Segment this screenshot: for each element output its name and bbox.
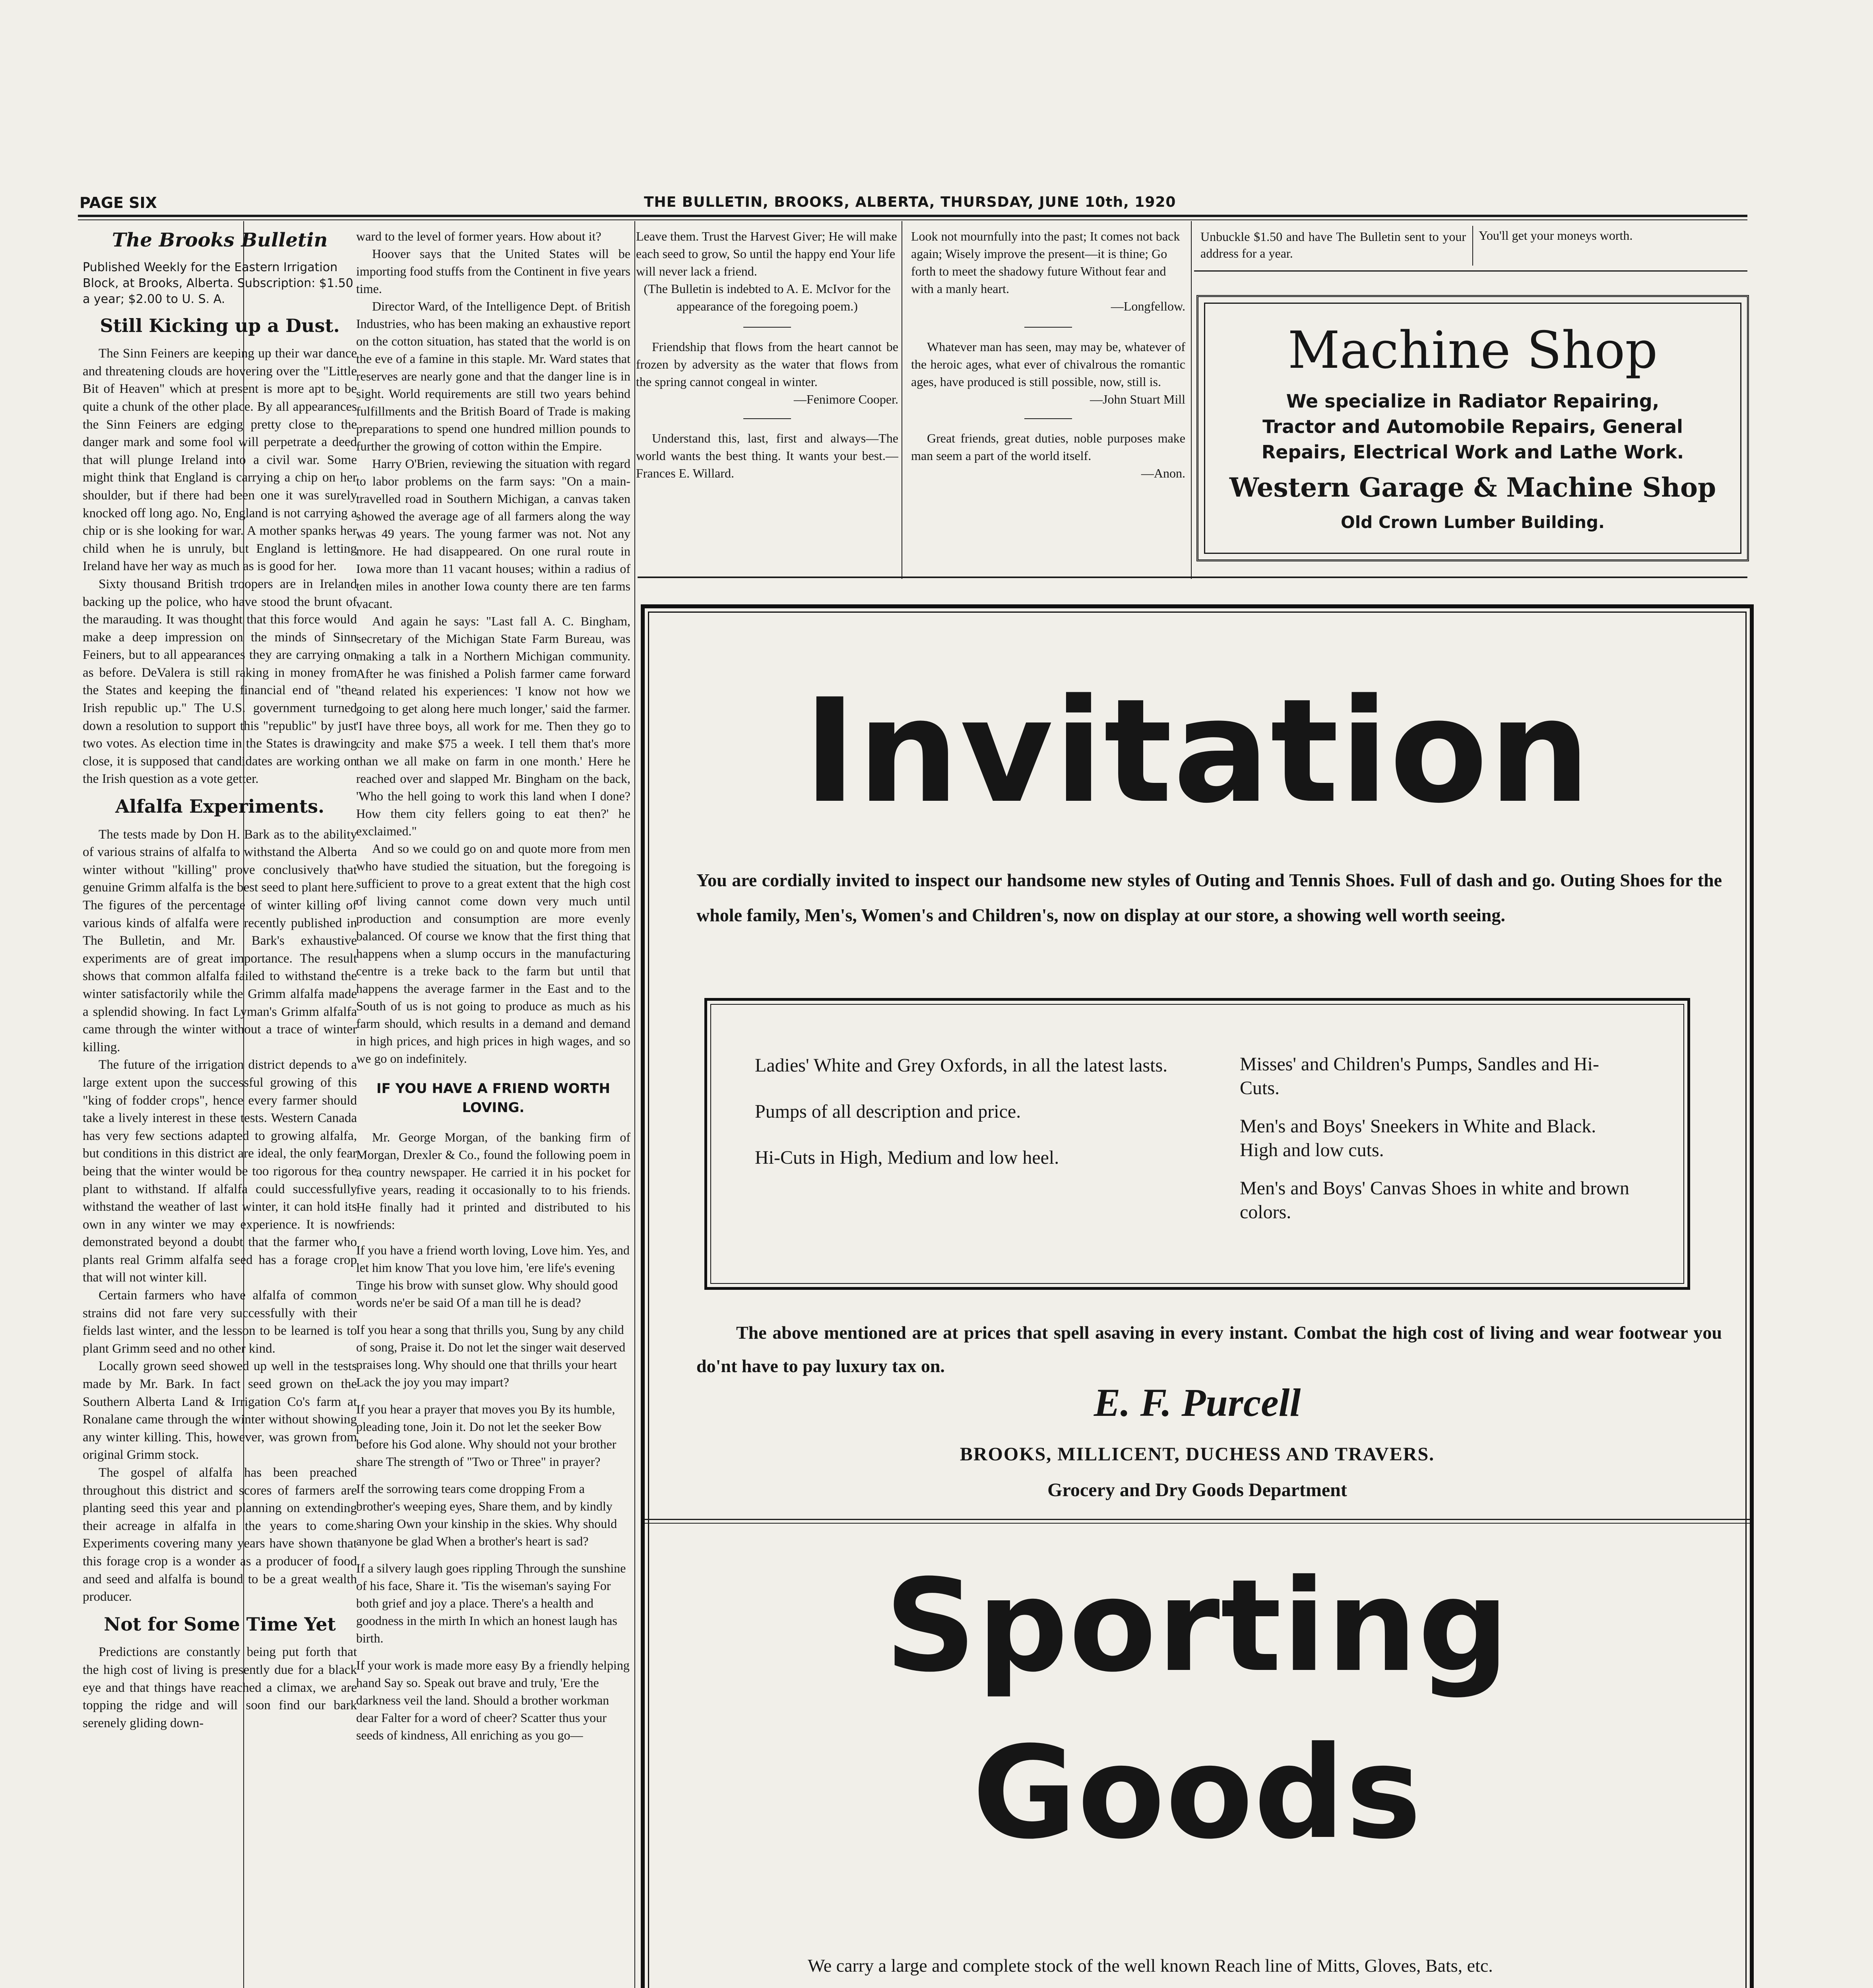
headline-not-for-some-time: Not for Some Time Yet xyxy=(104,1613,336,1635)
subscription-text: Unbuckle $1.50 and have The Bulletin sent to your address for a year. xyxy=(1200,229,1466,260)
invitation-signature: E. F. Purcell xyxy=(1094,1380,1301,1425)
quotation: Great friends, great duties, noble purposes make man seem a part of the world itself. xyxy=(911,431,1185,463)
column-divider xyxy=(634,221,635,1988)
shoe-list-left xyxy=(755,1052,1176,1171)
headline-still-kicking: Still Kicking up a Dust. xyxy=(100,315,340,336)
sporting-title: Sporting xyxy=(884,1552,1510,1700)
poem-credit-note: (The Bulletin is indebted to A. E. McIvor for the appearance of the foregoing poem.) xyxy=(644,282,891,313)
separator xyxy=(1194,270,1747,272)
poem-stanza: Leave them. Trust the Harvest Giver; He will make each seed to grow, So until the happy end Your life will never lack a friend. xyxy=(636,229,897,278)
quotation-attribution: —Longfellow. xyxy=(1111,299,1185,313)
poem-stanza: If the sorrowing tears come dropping From a brother's weeping eyes, Share them, and by kindly sharing Own your kinship in the skies. Why should anyone be glad When a brother's heart is sad? xyxy=(356,1481,617,1548)
article-paragraph: And again he says: "Last fall A. C. Bingham, secretary of the Michigan State Farm Bureau, was making a talk in a Northern Michigan community. After he was finished a Polish farmer came forward and related his experiences: 'I know not how we going to get along here much longer,' said the farmer. 'I have three boys, all work for me. Then they go to city and make $75 a week. I tell them that's more than we all make on farm in one month.' Here he reached over and slapped Mr. Bingham on the back, 'Who the hell going to work this land when I done? How them city fellers going to eat then?' he exclaimed." xyxy=(356,614,630,838)
store-department: Grocery and Dry Goods Department xyxy=(1047,1479,1347,1501)
invitation-title: Invitation xyxy=(803,668,1592,835)
poem-stanza: If a silvery laugh goes rippling Through the sunshine of his face, Share it. 'Tis the wiseman's saying For both grief and joy a place. There's a health and goodness in the mirth In which an honest laugh has birth. xyxy=(356,1561,626,1645)
article-paragraph: Sixty thousand British troopers are in Ireland backing up the police, who have stood the brunt of the marauding. It was thought that this force would make a deep impression on the minds of Sinn Feiners, but to all appearances they are carrying on as before. DeValera is still raking in money from the States and keeping the financial end of "the Irish republic up." The U.S. government turned down a resolution to support this "republic" by just two votes. As election time in the States is drawing close, it is supposed that candidates are working on the Irish question as a vote getter. xyxy=(83,577,357,786)
separator xyxy=(743,418,791,419)
headline-friend-worth-loving: IF YOU HAVE A FRIEND WORTH LOVING. xyxy=(376,1081,610,1116)
quotation: Friendship that flows from the heart cannot be frozen by adversity as the water that flows from the spring cannot congeal in winter. xyxy=(636,340,898,389)
business-address: Old Crown Lumber Building. xyxy=(1341,513,1605,532)
business-name: Western Garage & Machine Shop xyxy=(1229,472,1716,503)
article-paragraph: The gospel of alfalfa has been preached throughout this district and scores of farmers are planting seed this year and planning on extending their acreage in alfalfa in the years to come. Experiments covering many years have shown that this forage crop is a wonder as a producer of food and seed and alfalfa is bound to be a great wealth producer. xyxy=(83,1466,357,1604)
shoe-item: Pumps of all description and price. xyxy=(755,1101,1021,1122)
shoe-item: Misses' and Children's Pumps, Sandles and Hi-Cuts. xyxy=(1240,1054,1599,1099)
separator xyxy=(638,577,1747,578)
article-paragraph: Predictions are constantly being put forth that the high cost of living is presently due for a black eye and that things have reached a climax, we are topping the ridge and will soon find our bark serenely gliding down- xyxy=(83,1645,357,1730)
sporting-intro: We carry a large and complete stock of the well known Reach line of Mitts, Gloves, Bats, etc. xyxy=(808,1955,1493,1976)
quotation-attribution: —Anon. xyxy=(1141,466,1185,480)
quotation: Look not mournfully into the past; It comes not back again; Wisely improve the present—it is thine; Go forth to meet the shadowy future Without fear and with a manly heart. xyxy=(911,229,1180,296)
machine-shop-title: Machine Shop xyxy=(1287,321,1658,380)
article-paragraph: The Sinn Feiners are keeping up their war dance and threatening clouds are hovering over the "Little Bit of Heaven" which at present is more apt to be quite a chunk of the other place. By all appearances the Sinn Feiners are edging pretty close to the danger mark and some fool will perpetrate a deed that will plunge Ireland into a civil war. Some might think that England is carrying a chip on her shoulder, but if there had been one it was surely knocked off long ago. No, England is not carrying a chip or is she looking for war. A mother spanks her child when he is unruly, but England is letting Ireland have her way as much as is good for her. xyxy=(83,346,357,574)
article-paragraph: Certain farmers who have alfalfa of common strains did not fare very successfully with their fields last winter, and the lesson to be learned is to plant Grimm seed and no other kind. xyxy=(83,1288,357,1356)
column-1 xyxy=(83,227,357,1988)
masthead: The Brooks Bulletin xyxy=(112,229,328,251)
poem-stanza: If you hear a song that thrills you, Sung by any child of song, Praise it. Do not let the singer wait deserved praises long. Why should one that thrills your heart Lack the joy you may impart? xyxy=(356,1322,626,1389)
column-3 xyxy=(636,227,898,577)
article-paragraph: Harry O'Brien, reviewing the situation with regard to labor problems on the farm says: "On a main-travelled road in Southern Michigan, a canvas taken showed the average age of all farmers along the way was 49 years. The young farmer was not. Not any more. He had disappeared. On one rural route in Iowa more than 11 vacant houses; within a radius of ten miles in another Iowa county there are ten farms vacant. xyxy=(356,456,630,611)
ad-separator xyxy=(645,1519,1750,1520)
shoe-list-right xyxy=(1240,1052,1637,1224)
shoe-item: Men's and Boys' Sneekers in White and Black. High and low cuts. xyxy=(1240,1116,1596,1161)
shoe-item: Men's and Boys' Canvas Shoes in white and brown colors. xyxy=(1240,1178,1629,1223)
shoe-list-box xyxy=(704,998,1690,1290)
large-ad-frame xyxy=(641,604,1754,1988)
ad-separator xyxy=(645,1523,1750,1524)
quotation-attribution: —John Stuart Mill xyxy=(1090,392,1185,406)
subscription-notice xyxy=(1194,226,1473,266)
page-number: PAGE SIX xyxy=(79,194,157,212)
publishing-info: Published Weekly for the Eastern Irrigation Block, at Brooks, Alberta. Subscription: $1.50 a year; $2.00 to U. S. A. xyxy=(83,260,353,306)
store-locations: BROOKS, MILLICENT, DUCHESS AND TRAVERS. xyxy=(960,1444,1435,1465)
article-paragraph: And so we could go on and quote more from men who have studied the situation, but the foregoing is sufficient to prove to a great extent that the high cost of living cannot come down very much until production and consumption are more evenly balanced. Of course we know that the first thing that happens when a slump occurs in the manufacturing centre is a treke back to the farm but until that happens the average farmer in the East and to the South of us is not going to produce as much as his farm should, which results in a demand and demand in high prices, and high prices in high wages, and so we go on indefinitely. xyxy=(356,841,630,1066)
poem-stanza: If your work is made more easy By a friendly helping hand Say so. Speak out brave and truly, 'Ere the darkness veil the land. Should a brother workman dear Falter for a word of cheer? Scatter thus your seeds of kindness, All enriching as you go— xyxy=(356,1658,630,1742)
subscription-tagline: You'll get your moneys worth. xyxy=(1479,228,1633,243)
article-paragraph: ward to the level of former years. How about it? xyxy=(356,229,601,243)
separator xyxy=(743,327,791,328)
shoe-item: Ladies' White and Grey Oxfords, in all the latest lasts. xyxy=(755,1055,1168,1076)
poem-stanza: If you hear a prayer that moves you By its humble, pleading tone, Join it. Do not let the seeker Bow before his God alone. Why should not your brother share The strength of "Two or Three" in prayer? xyxy=(356,1402,617,1469)
invitation-prices: The above mentioned are at prices that spell asaving in every instant. Combat the high cost of living and wear footwear you do'nt have to pay luxury tax on. xyxy=(696,1322,1722,1376)
article-paragraph: Locally grown seed showed up well in the tests made by Mr. Bark. In fact seed grown on the Southern Alberta Land & Irrigation Co's farm at Ronalane came through the winter without showing any winter killing. This, however, was grown from original Grimm stock. xyxy=(83,1359,357,1462)
services-line: We specialize in Radiator Repairing, xyxy=(1286,390,1660,412)
header-rule-thin xyxy=(78,219,1747,220)
separator xyxy=(1024,327,1072,328)
article-paragraph: The tests made by Don H. Bark as to the ability of various strains of alfalfa to withstand the Alberta winter without "killing" prove conclusively that genuine Grimm alfalfa is the best seed to plant here. The figures of the percentage of winter killing of various kinds of alfalfa were recently published in The Bulletin, and Mr. Bark's exhaustive experiments are of great importance. The result shows that common alfalfa failed to withstand the winter satisfactorily while the Grimm alfalfa made a splendid showing. In fact Lyman's Grimm alfalfa came through the winter without a trace of winter killing. xyxy=(83,827,357,1054)
quotation: Whatever man has seen, may may be, whatever of the heroic ages, what ever of chivalrous the romantic ages, have produced is still possible, now, still is. xyxy=(911,340,1185,389)
invitation-intro: You are cordially invited to inspect our handsome new styles of Outing and Tennis Shoes. Full of dash and go. Outing Shoes for the whole family, Men's, Women's and Children's, now on display at our store, a showing well worth seeing. xyxy=(696,870,1722,925)
headline-alfalfa: Alfalfa Experiments. xyxy=(115,796,324,817)
poem-stanza: If you have a friend worth loving, Love him. Yes, and let him know That you love him, 'ere life's evening Tinge his brow with sunset glow. Why should good words ne'er be said Of a man till he is dead? xyxy=(356,1243,630,1310)
column-2 xyxy=(356,227,630,1988)
machine-shop-ad xyxy=(1196,295,1749,561)
newspaper-dateline: THE BULLETIN, BROOKS, ALBERTA, THURSDAY, JUNE 10th, 1920 xyxy=(644,194,1176,210)
column-4 xyxy=(911,227,1185,577)
services-line: Tractor and Automobile Repairs, General xyxy=(1262,416,1683,437)
goods-title: Goods xyxy=(972,1719,1422,1867)
article-paragraph: Director Ward, of the Intelligence Dept. of British Industries, who has been making an exhaustive report on the cotton situation, has stated that the world is on the eve of a famine in this staple. Mr. Ward states that reserves are nearly gone and that the danger line is in sight. World requirements are still two years behind fulfillments and the British Board of Trade is making preparations to spend one hundred million pounds to further the growing of cotton within the Empire. xyxy=(356,299,630,453)
services-line: Repairs, Electrical Work and Lathe Work. xyxy=(1261,441,1684,463)
article-paragraph: Mr. George Morgan, of the banking firm of Morgan, Drexler & Co., found the following poem in a country newspaper. He carried it in his pocket for five years, reading it occasionally to to his friends. He finally had it printed and distributed to his friends: xyxy=(356,1130,630,1232)
quotation-attribution: —Fenimore Cooper. xyxy=(793,392,898,406)
machine-shop-services xyxy=(1198,388,1747,465)
article-paragraph: The future of the irrigation district depends to a large extent upon the successful growing of this "king of fodder crops", hence every farmer should take a lively interest in these tests. Western Canada has very few sections adapted to growing alfalfa, but conditions in this district are ideal, the only fear being that the winter would be too rigorous for the plant to withstand. If alfalfa could successfully withstand the weather of last winter, it can hold its own in any winter we may experience. It is now demonstrated beyond a doubt that the farmer who plants real Grimm alfalfa seed has a forage crop that will not winter kill. xyxy=(83,1058,357,1285)
column-divider xyxy=(1191,221,1192,579)
separator xyxy=(1024,418,1072,419)
shoe-item: Hi-Cuts in High, Medium and low heel. xyxy=(755,1147,1059,1168)
header-rule xyxy=(78,215,1747,217)
article-paragraph: Hoover says that the United States will be importing food stuffs from the Continent in five years time. xyxy=(356,247,630,296)
quotation: Understand this, last, first and always—The world wants the best thing. It wants your best.—Frances E. Willard. xyxy=(636,431,898,480)
